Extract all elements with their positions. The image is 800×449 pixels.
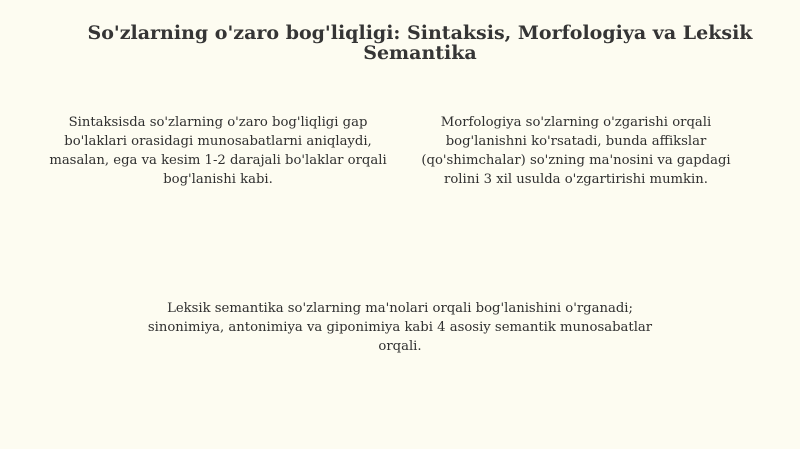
slide-title: So'zlarning o'zaro bog'liqligi: Sintaksis, Morfologiya va Leksik Semantika [87,22,753,64]
lexical-semantics-paragraph: Leksik semantika so'zlarning ma'nolari orqali bog'lanishini o'rganadi; sinonimiya, antonimiya va giponimiya kabi 4 asosiy semantik munosabatlar orqali. [147,301,653,354]
syntax-paragraph: Sintaksisda so'zlarning o'zaro bog'liqligi gap bo'laklari orasidagi munosabatlarni aniqlaydi, masalan, ega va kesim 1-2 darajali bo'laklar orqali bog'lanishi kabi. [49,115,387,187]
morphology-paragraph: Morfologiya so'zlarning o'zgarishi orqali bog'lanishni ko'rsatadi, bunda affikslar (qo'shimchalar) so'zning ma'nosini va gapdagi rolini 3 xil usulda o'zgartirishi mumkin. [421,115,731,187]
